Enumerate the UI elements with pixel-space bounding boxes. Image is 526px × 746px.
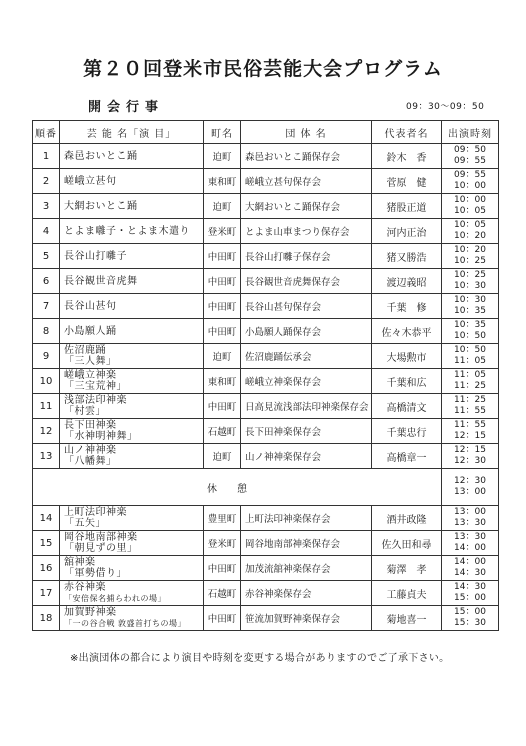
performance-time [442,419,499,444]
table-row [33,144,499,169]
time-end: 11：25 [454,381,486,391]
time-start: 11：55 [454,420,486,430]
performance-time [442,194,499,219]
performance-name [60,269,204,294]
time-end: 15：30 [454,618,486,628]
representative-name: 河内正治 [372,219,442,244]
time-end: 10：20 [454,231,486,241]
time-start: 13：00 [454,507,486,517]
town-name: 東和町 [204,169,241,194]
time-start: 10：25 [454,270,486,280]
time-end: 10：35 [454,306,486,316]
group-name: 大網おいとこ踊保存会 [241,194,372,219]
time-start: 12：15 [454,445,486,455]
table-row [33,581,499,606]
performance-title: 嵯峨立甚句 [64,175,117,187]
representative-name: 工藤貞夫 [372,581,442,606]
break-label: 休憩 [33,469,442,506]
representative-name: 高橋清文 [372,394,442,419]
town-name: 迫町 [204,144,241,169]
representative-name: 佐々木恭平 [372,319,442,344]
row-number: 15 [33,531,60,556]
row-number: 10 [33,369,60,394]
performance-name [60,606,204,631]
page-title: 第２０回登米市民俗芸能大会プログラム [83,58,443,80]
group-name: 長谷観世音虎舞保存会 [241,269,372,294]
performance-time [442,144,499,169]
table-header-row [33,121,499,144]
town-name: 迫町 [204,194,241,219]
table-row [33,269,499,294]
town-name: 迫町 [204,444,241,469]
time-end: 14：30 [454,568,486,578]
representative-name: 菅原 健 [372,169,442,194]
performance-title: 大網おいとこ踊 [64,200,138,212]
town-name: 中田町 [204,556,241,581]
group-name: 小島願人踊保存会 [241,319,372,344]
time-start: 10：30 [454,295,486,305]
row-number: 5 [33,244,60,269]
performance-time [442,506,499,531]
group-name: 佐沼鹿踊伝承会 [241,344,372,369]
town-name: 登米町 [204,219,241,244]
time-end: 09：55 [454,156,486,166]
group-name: 長下田神楽保存会 [241,419,372,444]
time-end: 10：30 [454,281,486,291]
group-name: 山ノ神神楽保存会 [241,444,372,469]
time-end: 10：50 [454,331,486,341]
time-end: 10：05 [454,206,486,216]
row-number: 4 [33,219,60,244]
row-number: 14 [33,506,60,531]
group-name: 岡谷地南部神楽保存会 [241,531,372,556]
performance-title: 森邑おいとこ踊 [64,150,138,162]
time-start: 10：20 [454,245,486,255]
time-start: 10：35 [454,320,486,330]
row-number: 17 [33,581,60,606]
table-row [33,319,499,344]
header-time: 出演時刻 [442,121,499,144]
representative-name: 千葉和広 [372,369,442,394]
header-town: 町名 [204,121,241,144]
group-name: 加茂流舘神楽保存会 [241,556,372,581]
representative-name: 大場勲市 [372,344,442,369]
representative-name: 佐久田和尋 [372,531,442,556]
time-end: 14：00 [454,543,486,553]
table-row [33,606,499,631]
performance-title: 上町法印神楽 [64,507,127,518]
row-number: 16 [33,556,60,581]
performance-title: 長谷山甚句 [64,300,117,312]
representative-name: 千葉 修 [372,294,442,319]
header-representative: 代表者名 [372,121,442,144]
representative-name: 猪又勝浩 [372,244,442,269]
performance-name [60,581,204,606]
performance-title: 岡谷地南部神楽 [64,532,138,543]
performance-title: 舘神楽 [64,557,96,568]
representative-name: 菊地喜一 [372,606,442,631]
town-name: 石越町 [204,581,241,606]
table-row [33,506,499,531]
break-time [442,469,499,506]
performance-time [442,394,499,419]
performance-name [60,531,204,556]
table-row [33,294,499,319]
time-start: 14：30 [454,582,486,592]
group-name: 赤谷神楽保存会 [241,581,372,606]
row-number: 12 [33,419,60,444]
performance-title: 浅部法印神楽 [64,395,127,406]
time-start: 09：50 [454,145,486,155]
performance-program: 「軍勢借り」 [64,568,127,579]
time-end: 15：00 [454,593,486,603]
time-end: 11：05 [454,356,486,366]
program-table [32,120,499,631]
performance-time [442,219,499,244]
performance-time [442,606,499,631]
town-name: 登米町 [204,531,241,556]
performance-time [442,531,499,556]
town-name: 中田町 [204,244,241,269]
break-row [33,469,499,506]
performance-name [60,344,204,369]
performance-time [442,369,499,394]
performance-time [442,319,499,344]
representative-name: 渡辺義昭 [372,269,442,294]
time-start: 10：05 [454,220,486,230]
row-number: 6 [33,269,60,294]
performance-name [60,556,204,581]
performance-program: 「三人舞」 [64,356,117,367]
performance-program: 「一の谷合戦 敦盛首打ちの場」 [64,619,187,628]
performance-name [60,419,204,444]
table-row [33,194,499,219]
performance-name [60,294,204,319]
performance-program: 「三宝荒神」 [64,381,127,392]
performance-name [60,144,204,169]
row-number: 18 [33,606,60,631]
representative-name: 千葉忠行 [372,419,442,444]
performance-name [60,219,204,244]
performance-name [60,444,204,469]
table-row [33,531,499,556]
performance-time [442,269,499,294]
time-start: 15：00 [454,607,486,617]
group-name: とよま山車まつり保存会 [241,219,372,244]
header-performance: 芸 能 名「演 目」 [60,121,204,144]
group-name: 長谷山甚句保存会 [241,294,372,319]
time-end: 10：00 [454,181,486,191]
row-number: 1 [33,144,60,169]
town-name: 東和町 [204,369,241,394]
time-start: 10：00 [454,195,486,205]
table-row [33,219,499,244]
time-start: 09：55 [454,170,486,180]
opening-time: 09：30～09：50 [406,102,485,112]
performance-title: 山ノ神神楽 [64,445,117,456]
group-name: 嵯峨立神楽保存会 [241,369,372,394]
performance-name [60,369,204,394]
time-start: 11：25 [454,395,486,405]
row-number: 9 [33,344,60,369]
section-heading: 開会行事 [88,100,165,115]
representative-name: 酒井政隆 [372,506,442,531]
time-start: 11：05 [454,370,486,380]
town-name: 迫町 [204,344,241,369]
performance-name [60,319,204,344]
representative-name: 鈴木 香 [372,144,442,169]
performance-title: 小島願人踊 [64,325,117,337]
performance-program: 「水神明神舞」 [64,431,138,442]
representative-name: 菊澤 孝 [372,556,442,581]
row-number: 8 [33,319,60,344]
performance-name [60,244,204,269]
time-start: 12：30 [454,476,486,486]
performance-program: 「村雲」 [64,406,106,417]
performance-title: 長谷山打囃子 [64,250,127,262]
town-name: 中田町 [204,269,241,294]
performance-program: 「朝見ずの里」 [64,543,138,554]
table-row [33,394,499,419]
group-name: 森邑おいとこ踊保存会 [241,144,372,169]
performance-title: 長下田神楽 [64,420,117,431]
header-no: 順番 [33,121,60,144]
performance-time [442,556,499,581]
performance-name [60,506,204,531]
row-number: 2 [33,169,60,194]
header-group: 団 体 名 [241,121,372,144]
table-row [33,444,499,469]
performance-title: 加賀野神楽 [64,607,117,618]
group-name: 日高見流浅部法印神楽保存会 [241,394,372,419]
town-name: 中田町 [204,294,241,319]
group-name: 笹流加賀野神楽保存会 [241,606,372,631]
time-end: 12：15 [454,431,486,441]
time-start: 10：50 [454,345,486,355]
table-row [33,244,499,269]
table-row [33,169,499,194]
row-number: 7 [33,294,60,319]
performance-program: 「五矢」 [64,518,106,529]
performance-time [442,581,499,606]
performance-time [442,169,499,194]
table-row [33,419,499,444]
town-name: 豊里町 [204,506,241,531]
time-end: 13：00 [454,487,486,497]
performance-title: とよま囃子・とよま木遣り [64,225,190,237]
performance-title: 嵯峨立神楽 [64,370,117,381]
time-end: 12：30 [454,456,486,466]
row-number: 11 [33,394,60,419]
performance-title: 佐沼鹿踊 [64,345,106,356]
performance-name [60,194,204,219]
group-name: 長谷山打囃子保存会 [241,244,372,269]
town-name: 石越町 [204,419,241,444]
performance-title: 赤谷神楽 [64,582,106,593]
time-start: 13：30 [454,532,486,542]
time-end: 10：25 [454,256,486,266]
table-row [33,344,499,369]
time-start: 14：00 [454,557,486,567]
performance-name [60,394,204,419]
footnote: ※出演団体の都合により演目や時刻を変更する場合がありますのでご了承下さい。 [70,653,450,664]
row-number: 13 [33,444,60,469]
group-name: 嵯峨立甚句保存会 [241,169,372,194]
town-name: 中田町 [204,394,241,419]
table-row [33,369,499,394]
time-end: 13：30 [454,518,486,528]
performance-time [442,244,499,269]
performance-name [60,169,204,194]
performance-program: 「八幡舞」 [64,456,117,467]
performance-title: 長谷観世音虎舞 [64,275,138,287]
town-name: 中田町 [204,319,241,344]
performance-time [442,344,499,369]
row-number: 3 [33,194,60,219]
table-row [33,556,499,581]
group-name: 上町法印神楽保存会 [241,506,372,531]
representative-name: 猪股正道 [372,194,442,219]
representative-name: 高橋章一 [372,444,442,469]
town-name: 中田町 [204,606,241,631]
performance-program: 「安倍保名捕らわれの場」 [64,594,166,603]
performance-time [442,294,499,319]
performance-time [442,444,499,469]
time-end: 11：55 [454,406,486,416]
